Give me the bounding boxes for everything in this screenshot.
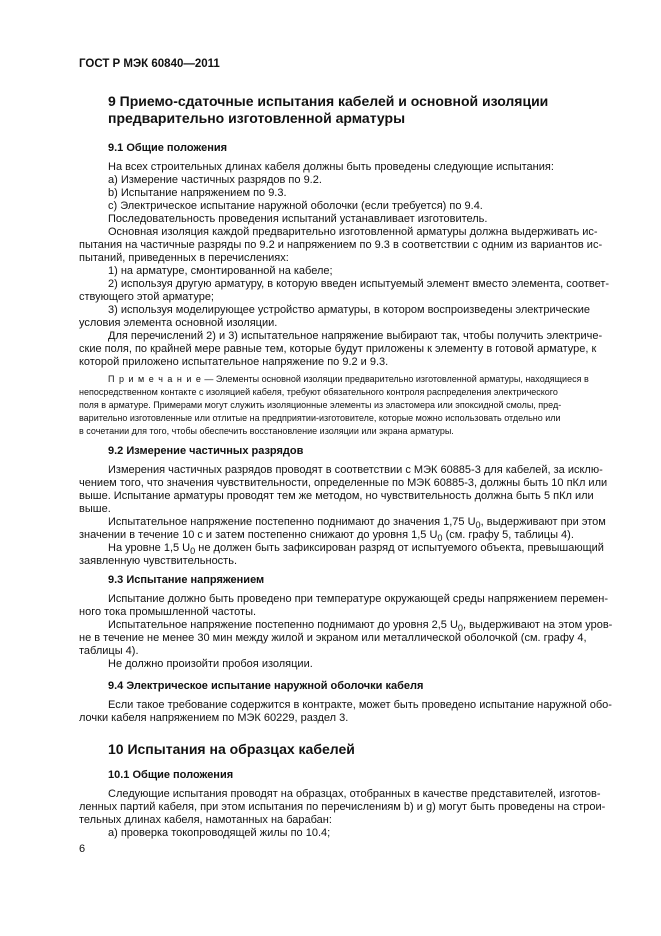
note-line: в сочетании для того, чтобы обеспечить восстановление изоляции или экрана арматуры. (79, 426, 454, 436)
text-line: пытания на частичные разряды по 9.2 и напряжением по 9.3 в соответствии с одним из вариантов ис- (79, 239, 603, 251)
list-item: a) проверка токопроводящей жилы по 10.4; (108, 827, 331, 839)
note-line: непосредственном контакте с изоляцией кабеля, требуют обязательного контроля распределения электрического (79, 387, 558, 397)
note-line: П р и м е ч а н и е — Элементы основной изоляции предварительно изготовленной арматуры, находящиеся в (108, 374, 589, 384)
section-10-title: 10 Испытания на образцах кабелей (108, 741, 355, 757)
note-line: варительно изготовленные или отлитые на предприятии-изготовителе, которые можно использовать отдельно или (79, 413, 561, 423)
text-line: тельных длинах кабеля, намотанных на барабан: (79, 814, 332, 826)
text-line: условия элемента основной изоляции. (79, 317, 278, 329)
page-number: 6 (79, 843, 86, 855)
note-line: поля в арматуре. Примерами могут служить изоляционные элементы из эластомера или эпоксидной смолы, пред- (79, 400, 562, 410)
text-line: Последовательность проведения испытаний устанавливает изготовитель. (108, 213, 488, 225)
text-line: Следующие испытания проводят на образцах, отобранных в качестве представителей, изготов- (108, 788, 601, 800)
text-line: Испытательное напряжение постепенно поднимают до уровня 2,5 $U_0$, выдерживают на этом уров- (108, 619, 613, 634)
subsection-10-1-title: 10.1 Общие положения (108, 769, 234, 781)
text-line: не в течение не менее 30 мин между жилой и экраном или металлической оболочкой (см. графу 4, (79, 632, 587, 644)
text-line: ленных партий кабеля, при этом испытания по перечислениям b) и g) могут быть проведены на строи- (79, 801, 606, 813)
text-line: ствующего этой арматуре; (79, 291, 214, 303)
text-line: пытаний, приведенных в перечислениях: (79, 252, 289, 264)
list-item: 2) используя другую арматуру, в которую введен испытуемый элемент вместо элемента, соответ- (108, 278, 610, 290)
text-line: лочки кабеля напряжением по МЭК 60229, раздел 3. (79, 712, 349, 724)
subsection-9-1-title: 9.1 Общие положения (108, 142, 228, 154)
list-item: 1) на арматуре, смонтированной на кабеле; (108, 265, 333, 277)
note-label: П р и м е ч а н и е (108, 374, 202, 384)
text-line: значении в течение 10 с и затем постепенно снижают до уровня 1,5 $U_0$ (см. графу 5, таблицы 4). (79, 529, 574, 544)
subsection-9-4-title: 9.4 Электрическое испытание наружной оболочки кабеля (108, 680, 424, 692)
text-line: выше. (79, 503, 111, 515)
subsection-9-3-title: 9.3 Испытание напряжением (108, 574, 265, 586)
text-line: ские поля, по крайней мере равные тем, которые будут приложены к элементу в готовой арматуре, к (79, 343, 597, 355)
text-line: Испытание должно быть проведено при температуре окружающей среды напряжением перемен- (108, 593, 609, 605)
text-line: ного тока промышленной частоты. (79, 606, 257, 618)
text-line: Не должно произойти пробоя изоляции. (108, 658, 313, 670)
text-line: Измерения частичных разрядов проводят в соответствии с МЭК 60885-3 для кабелей, за исклю- (108, 464, 603, 476)
text-line: которой приложено испытательное напряжение по 9.2 и 9.3. (79, 356, 389, 368)
subsection-9-2-title: 9.2 Измерение частичных разрядов (108, 445, 304, 457)
text-line: заявленную чувствительность. (79, 555, 238, 567)
list-item: b) Испытание напряжением по 9.3. (108, 187, 287, 199)
text-line: Если такое требование содержится в контракте, может быть проведено испытание наружной обо- (108, 699, 612, 711)
text-line: Испытательное напряжение постепенно поднимают до значения 1,75 $U_0$, выдерживают при этом (108, 516, 606, 531)
text-line: Для перечислений 2) и 3) испытательное напряжение выбирают так, чтобы получить электриче- (108, 330, 603, 342)
text-line: На всех строительных длинах кабеля должны быть проведены следующие испытания: (108, 161, 554, 173)
document-header: ГОСТ Р МЭК 60840—2011 (79, 58, 220, 70)
text-line: На уровне 1,5 $U_0$ не должен быть зафиксирован разряд от испытуемого объекта, превышающий (108, 542, 604, 557)
list-item: a) Измерение частичных разрядов по 9.2. (108, 174, 322, 186)
section-9-title-2: предварительно изготовленной арматуры (108, 110, 406, 126)
text-line: чением того, что значения чувствительности, определенные по МЭК 60885-3, должны быть 10 пКл или (79, 477, 608, 489)
text-line: таблицы 4). (79, 645, 139, 657)
list-item: c) Электрическое испытание наружной оболочки (если требуется) по 9.4. (108, 200, 483, 212)
text-line: Основная изоляция каждой предварительно изготовленной арматуры должна выдерживать ис- (108, 226, 598, 238)
list-item: 3) используя моделирующее устройство арматуры, в котором воспроизведены электрические (108, 304, 591, 316)
section-9-title-1: 9 Приемо-сдаточные испытания кабелей и основной изоляции (108, 93, 549, 109)
text-line: выше. Испытание арматуры проводят тем же методом, но чувствительность должна быть 5 пКл или (79, 490, 594, 502)
